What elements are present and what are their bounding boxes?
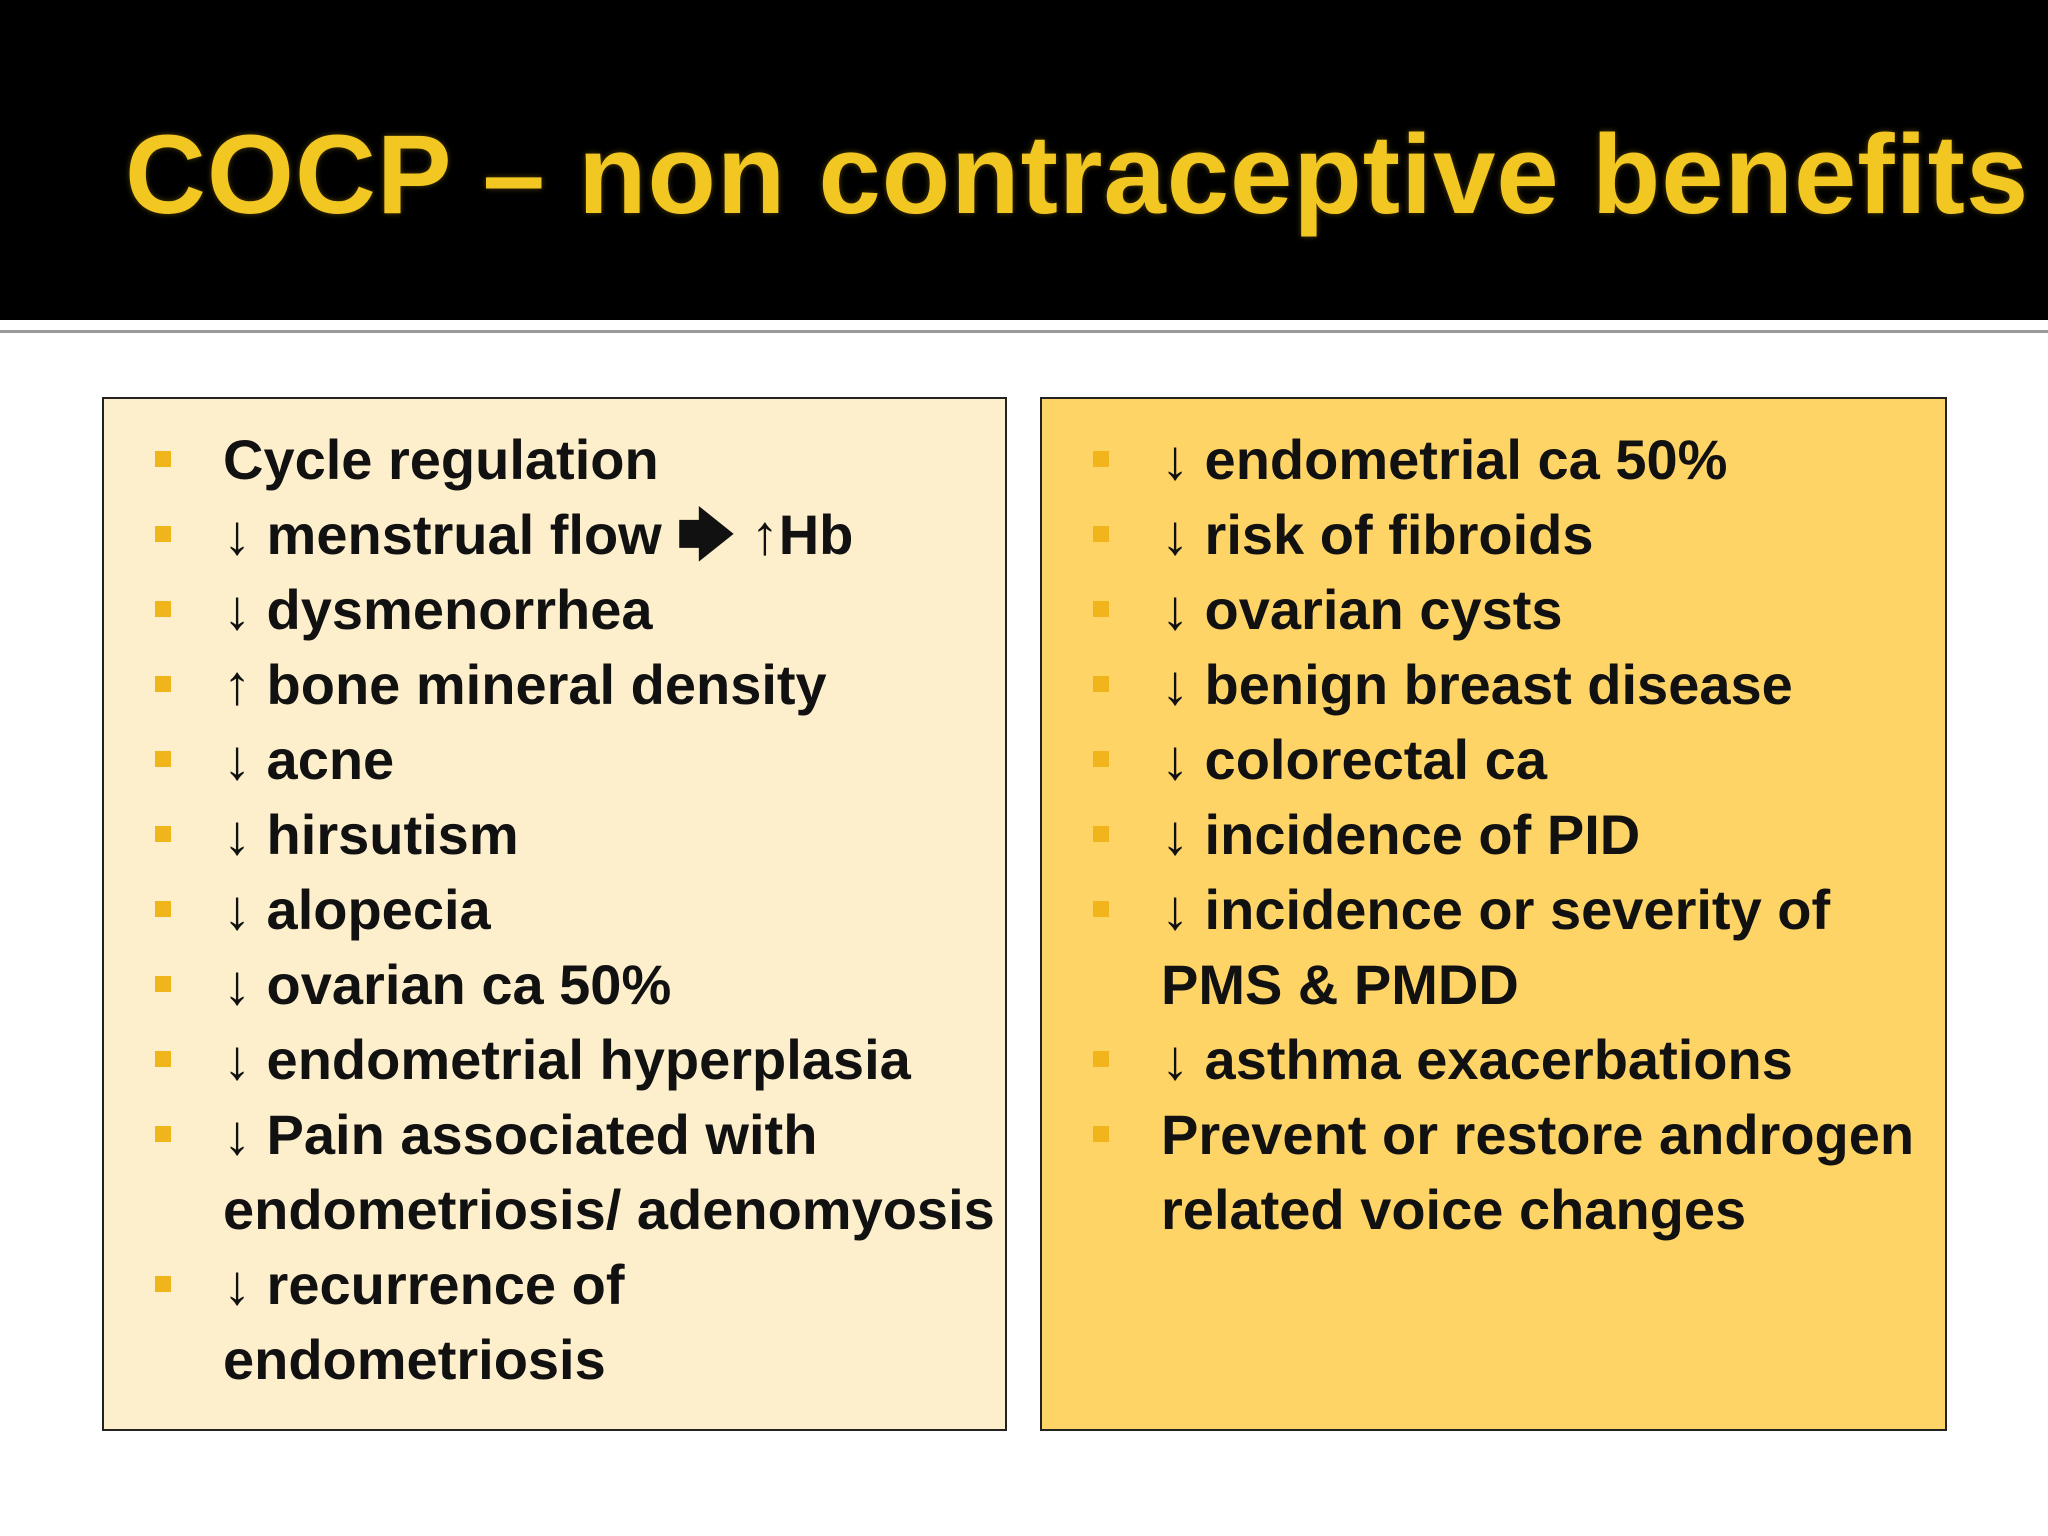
- square-bullet-icon: [155, 976, 171, 992]
- square-bullet-icon: [155, 1126, 171, 1142]
- list-item-text: ↓ recurrence of endometriosis: [223, 1253, 625, 1391]
- list-item-text: Prevent or restore androgen related voice changes: [1161, 1103, 1915, 1241]
- list-item: [1042, 722, 1945, 797]
- title-bar: [0, 0, 2048, 320]
- list-item-text: ↓ menstrual flow 🡆 ↑Hb: [223, 503, 854, 566]
- list-item-text: ↓ alopecia: [223, 878, 491, 941]
- list-item: [1042, 647, 1945, 722]
- list-item-text: ↓ incidence or severity of PMS & PMDD: [1161, 878, 1831, 1016]
- square-bullet-icon: [155, 526, 171, 542]
- list-item-text: Cycle regulation: [223, 428, 659, 491]
- list-item-text: ↓ ovarian ca 50%: [223, 953, 672, 1016]
- square-bullet-icon: [1093, 1126, 1109, 1142]
- list-item: [1042, 572, 1945, 647]
- list-item: [1042, 872, 1945, 1022]
- list-item-text: ↓ risk of fibroids: [1161, 503, 1594, 566]
- list-item: [104, 722, 1005, 797]
- list-item: [104, 572, 1005, 647]
- list-item: [104, 497, 1005, 572]
- list-item: [104, 647, 1005, 722]
- list-item-text: ↑ bone mineral density: [223, 653, 827, 716]
- list-item-text: ↓ hirsutism: [223, 803, 519, 866]
- square-bullet-icon: [155, 751, 171, 767]
- list-item-text: ↓ Pain associated with endometriosis/ adenomyosis: [223, 1103, 995, 1241]
- list-item: [1042, 497, 1945, 572]
- left-benefits-panel: [102, 397, 1007, 1431]
- square-bullet-icon: [155, 1051, 171, 1067]
- square-bullet-icon: [155, 601, 171, 617]
- square-bullet-icon: [1093, 601, 1109, 617]
- square-bullet-icon: [155, 826, 171, 842]
- right-benefits-panel: [1040, 397, 1947, 1431]
- list-item: [104, 947, 1005, 1022]
- square-bullet-icon: [155, 901, 171, 917]
- square-bullet-icon: [1093, 676, 1109, 692]
- square-bullet-icon: [1093, 751, 1109, 767]
- list-item-text: ↓ asthma exacerbations: [1161, 1028, 1793, 1091]
- list-item: [104, 1247, 1005, 1397]
- list-item: [104, 1022, 1005, 1097]
- list-item: [104, 797, 1005, 872]
- left-bullet-list: [104, 422, 1005, 1397]
- square-bullet-icon: [1093, 526, 1109, 542]
- list-item-text: ↓ ovarian cysts: [1161, 578, 1563, 641]
- list-item-text: ↓ dysmenorrhea: [223, 578, 653, 641]
- list-item-text: ↓ acne: [223, 728, 395, 791]
- right-bullet-list: [1042, 422, 1945, 1247]
- square-bullet-icon: [1093, 1051, 1109, 1067]
- list-item: [104, 1097, 1005, 1247]
- title-divider: [0, 330, 2048, 333]
- square-bullet-icon: [1093, 451, 1109, 467]
- list-item-text: ↓ endometrial hyperplasia: [223, 1028, 911, 1091]
- list-item: [104, 422, 1005, 497]
- square-bullet-icon: [155, 451, 171, 467]
- list-item-text: ↓ incidence of PID: [1161, 803, 1641, 866]
- list-item-text: ↓ endometrial ca 50%: [1161, 428, 1728, 491]
- list-item-text: ↓ colorectal ca: [1161, 728, 1547, 791]
- square-bullet-icon: [1093, 901, 1109, 917]
- list-item: [1042, 1022, 1945, 1097]
- square-bullet-icon: [1093, 826, 1109, 842]
- slide-title: COCP – non contraceptive benefits: [125, 112, 2030, 237]
- list-item: [1042, 422, 1945, 497]
- list-item: [1042, 797, 1945, 872]
- list-item: [1042, 1097, 1945, 1247]
- list-item-text: ↓ benign breast disease: [1161, 653, 1793, 716]
- square-bullet-icon: [155, 676, 171, 692]
- square-bullet-icon: [155, 1276, 171, 1292]
- list-item: [104, 872, 1005, 947]
